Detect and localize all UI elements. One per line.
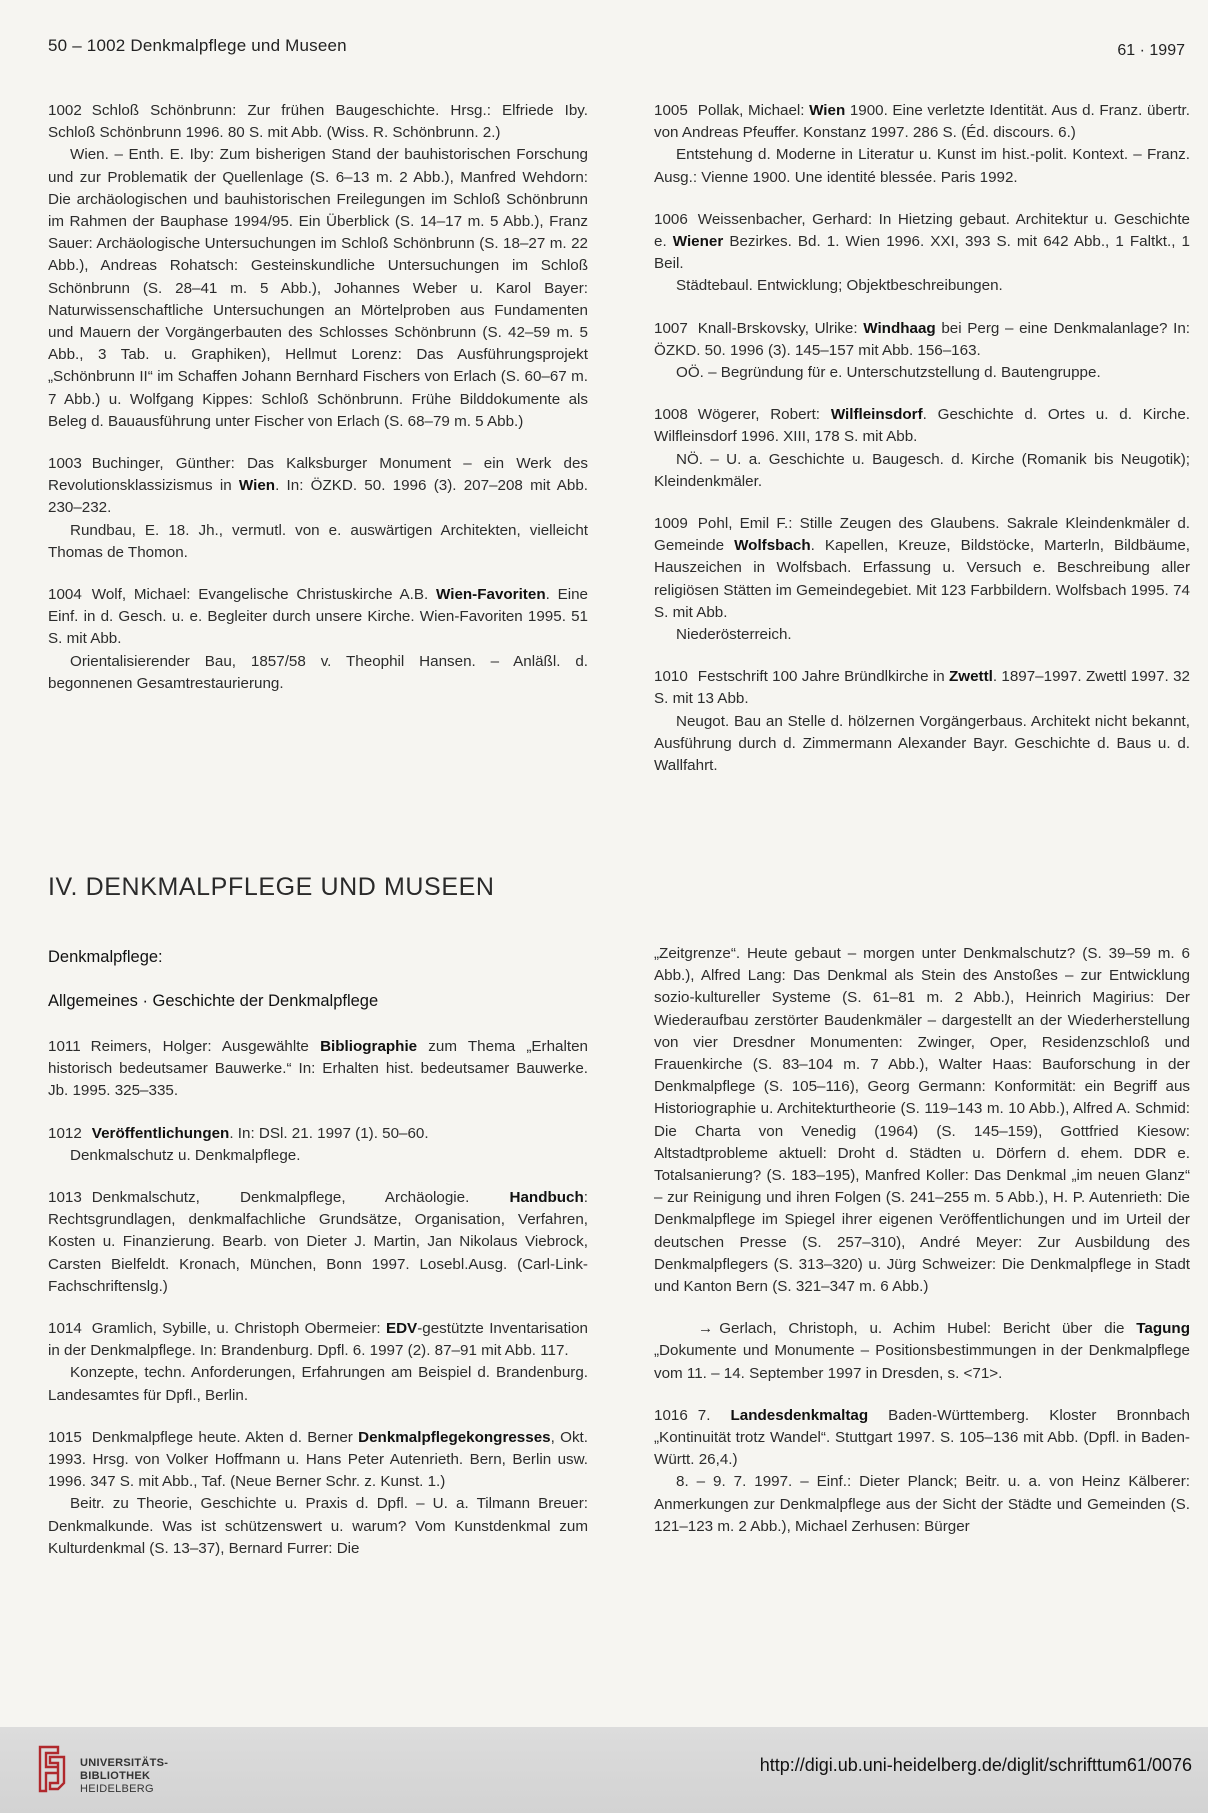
entry-citation-post: . Eine Einf. in d. Gesch. u. e. Begleiter durch unsere Kirche. Wien-Favoriten 1995. 51 S. mit Abb. (48, 586, 588, 648)
entry-citation-post: zum Thema „Erhalten historisch bedeutsamer Bauwerke.“ In: Erhalten hist. bedeutsamer Bauwerke. Jb. 1995. 325–335. (48, 1038, 588, 1100)
entry-number: 1013 (48, 1189, 82, 1207)
entry-citation-post: . In: ÖZKD. 50. 1996 (3). 207–208 mit Abb. 230–232. (48, 477, 588, 517)
entry-keyword: Wien (238, 477, 276, 495)
entry-1005 (654, 100, 1190, 189)
entry-number: 1005 (654, 102, 688, 119)
entry-number: 1014 (48, 1320, 82, 1338)
crossref-pre: Gerlach, Christoph, u. Achim Hubel: Bericht über die (719, 1320, 1137, 1338)
entry-keyword: Wilfleinsdorf (830, 406, 923, 424)
entry-1014 (48, 1318, 588, 1407)
entry-number: 1010 (654, 668, 688, 686)
entry-keyword: Wien (809, 102, 846, 119)
entry-keyword: Windhaag (863, 319, 936, 337)
entry-citation-pre: Weissenbacher, Gerhard: In Hietzing gebaut. Architektur u. Geschichte e. (654, 210, 1190, 251)
entry-citation-post: Baden-Württemberg. Kloster Bronnbach „Kontinuität trotz Wandel“. Stuttgart 1997. S. 105–136 mit Abb. (Dpfl. in Baden-Württ. 26,4.) (654, 1406, 1190, 1469)
entry-number: 1016 (654, 1406, 688, 1424)
entry-citation-pre: Denkmalpflege heute. Akten d. Berner (91, 1428, 359, 1446)
section-title: IV. DENKMALPFLEGE UND MUSEEN (48, 873, 495, 901)
entry-number: 1012 (48, 1124, 82, 1142)
entry-citation-pre: 7. (697, 1406, 731, 1424)
subheading-allgemeines: Allgemeines · Geschichte der Denkmalpflege (48, 992, 379, 1010)
entry-1004 (48, 584, 588, 695)
entry-1015-continuation (654, 943, 1190, 1298)
entry-citation-pre: Reimers, Holger: Ausgewählte (90, 1038, 321, 1055)
entry-keyword: Bibliographie (320, 1038, 418, 1055)
entry-number: 1002 (48, 102, 82, 119)
library-name-line3: HEIDELBERG (80, 1783, 154, 1795)
entry-number: 1007 (654, 319, 688, 337)
entry-annotation: Beitr. zu Theorie, Geschichte u. Praxis d. Dpfl. – U. a. Tilmann Breuer: Denkmalkunde. Was ist schützenswert u. warum? Vom Kunstdenkmal zum Kulturdenkmal (S. 13–37), Bernard Furrer: Die (48, 1495, 588, 1557)
entry-annotation: Entstehung d. Moderne in Literatur u. Kunst im hist.-polit. Kontext. – Franz. Ausg.: Vienne 1900. Une identité blessée. Paris 1992. (654, 146, 1190, 186)
entry-citation-pre: Pollak, Michael: (697, 102, 810, 119)
crossref-keyword: Tagung (1136, 1320, 1190, 1338)
entry-keyword: Landesdenkmaltag (730, 1406, 869, 1424)
cross-reference (654, 1318, 1190, 1385)
entry-number: 1015 (48, 1428, 82, 1446)
entry-keyword: Wiener (672, 233, 724, 251)
entry-annotation: Städtebaul. Entwicklung; Objektbeschreibungen. (676, 277, 1003, 295)
entry-annotation: Denkmalschutz u. Denkmalpflege. (70, 1146, 301, 1164)
entry-1009 (654, 513, 1190, 646)
entry-citation-post: . Geschichte d. Ortes u. d. Kirche. Wilfleinsdorf 1996. XIII, 178 S. mit Abb. (654, 406, 1190, 446)
entry-annotation: Wien. – Enth. E. Iby: Zum bisherigen Stand der bauhistorischen Forschung und zur Problematik der Quellenlage (S. 6–13 m. 2 Abb.), Manfred Wehdorn: Die archäologischen und bauhistorischen Freilegungen im Schloß Schönbrunn im Rahmen der Bauphase 1994/95. Ein Überblick (S. 14–17 m. 5 Abb.), Franz Sauer: Archäologische Untersuchungen im Schloß Schönbrunn (S. 18–27 m. 22 Abb.), Andreas Rohatsch: Gesteinskundliche Untersuchungen im Schloß Schönbrunn (S. 28–41 m. 5 Abb.), Johannes Weber u. Karol Bayer: Naturwissenschaftliche Untersuchungen an Mörtelproben aus Fundamenten und Mauern der Vorgängerbauten des Schlosses Schönbrunn (S. 42–59 m. 5 Abb., 3 Tab. u. Graphiken), Hellmut Lorenz: Das Ausführungsprojekt „Schönbrunn II“ im Schaffen Johann Bernhard Fischers von Erlach (S. 60–67 m. 7 Abb.) u. Wolfgang Kippes: Schloß Schönbrunn. Frühe Bilddokumente als Beleg d. Bauausführung unter Fischer von Erlach (S. 68–79 m. 5 Abb.) (48, 146, 588, 430)
entry-citation-pre: Buchinger, Günther: Das Kalksburger Monument – ein Werk des Revolutionsklassizismus in (48, 455, 588, 495)
continuation-text: „Zeitgrenze“. Heute gebaut – morgen unter Denkmalschutz? (S. 39–59 m. 6 Abb.), Alfred Lang: Das Denkmal als Stein des Anstoßes – zur Entwicklung sozio-kultureller Systeme (S. 61–81 m. 2 Abb.), Heinrich Magirius: Der Wiederaufbau zerstörter Baudenkmäler – dargestellt an der Wiederherstellung von vier Dresdner Monumenten: Zwinger, Oper, Residenzschloß und Frauenkirche (S. 83–104 m. 7 Abb.), Walter Haas: Bauforschung in der Denkmalpflege (S. 105–116), Georg Germann: Konformität: ein Begriff aus Historiographie u. Architekturtheorie (S. 119–143 m. 10 Abb.), Alfred A. Schmid: Die Charta von Venedig (1964) (S. 145–159), Gottfried Kiesow: Altstadtprobleme aktuell: Droht d. Städten u. Dörfern d. ehem. DDR e. Totalsanierung? (S. 183–195), Manfred Koller: Das Denkmal „im neuen Glanz“ – zur Reinigung und ihren Folgen (S. 241–255 m. 5 Abb.), H. P. Autenrieth: Die Denkmalpflege im Spiegel ihrer eigenen Veröffentlichungen und im Urteil der deutschen Presse (S. 257–310), André Meyer: Zur Ausbildung des Denkmalpflegers (S. 313–320) u. Jürg Schweizer: Die Denkmalpflege in Stadt und Kanton Bern (S. 321–347 m. 6 Abb.) (654, 945, 1190, 1296)
entry-keyword: EDV (385, 1320, 418, 1338)
entry-1008 (654, 404, 1190, 493)
entry-annotation: 8. – 9. 7. 1997. – Einf.: Dieter Planck; Beitr. u. a. von Heinz Kälberer: Anmerkungen zur Denkmalpflege aus der Sicht der Städte und Gemeinden (S. 121–123 m. 2 Abb.), Michael Zerhusen: Bürger (654, 1473, 1190, 1535)
entry-number: 1011 (48, 1038, 81, 1055)
entry-keyword: Wolfsbach (734, 537, 811, 555)
entry-number: 1004 (48, 586, 82, 604)
entry-1007 (654, 318, 1190, 385)
entry-citation-post: . Kapellen, Kreuze, Bildstöcke, Marterln, Bildbäume, Hauszeichen in Wolfsbach. Erfassung u. Versuch e. Beschreibung aller religiösen Stätten im Gemeindegebiet. Mit 123 Farbbildern. Wolfsbach 1995. 74 S. mit Abb. (654, 537, 1190, 621)
entry-citation-post: : Rechtsgrundlagen, denkmalfachliche Grundsätze, Organisation, Verfahren, Kosten u. Finanzierung. Bearb. von Dieter J. Martin, Jan Nikolaus Viebrock, Carsten Bielfeldt. Kronach, München, Bonn 1997. Losebl.Ausg. (Carl-Link-Fachschriftenslg.) (48, 1189, 588, 1295)
entry-1006 (654, 209, 1190, 298)
entry-1011 (48, 1036, 588, 1103)
entry-keyword: Handbuch (509, 1189, 584, 1207)
entry-annotation: Orientalisierender Bau, 1857/58 v. Theophil Hansen. – Anläßl. d. begonnenen Gesamtrestaurierung. (48, 652, 588, 692)
top-left-column (48, 100, 588, 715)
entry-1013 (48, 1187, 588, 1298)
entry-keyword: Zwettl (948, 668, 993, 686)
entry-citation-post: Bezirkes. Bd. 1. Wien 1996. XXI, 393 S. mit 642 Abb., 1 Faltkt., 1 Beil. (654, 233, 1190, 273)
footer-bar (0, 1727, 1208, 1813)
entry-citation-pre: Pohl, Emil F.: Stille Zeugen des Glaubens. Sakrale Kleindenkmäler d. Gemeinde (654, 515, 1190, 555)
library-name-line2: BIBLIOTHEK (80, 1770, 151, 1782)
entry-citation-post: bei Perg – eine Denkmalanlage? In: ÖZKD. 50. 1996 (3). 145–157 mit Abb. 156–163. (654, 319, 1190, 359)
library-logo-icon (30, 1743, 68, 1795)
entry-citation-post: . 1897–1997. Zwettl 1997. 32 S. mit 13 Abb. (654, 668, 1190, 708)
arrow-right-icon: → (698, 1320, 714, 1338)
entry-keyword: Denkmalpflegekongresses (358, 1428, 551, 1446)
entry-annotation: Niederösterreich. (676, 626, 792, 644)
entry-annotation: Konzepte, techn. Anforderungen, Erfahrungen am Beispiel d. Brandenburg. Landesamtes für Dpfl., Berlin. (48, 1364, 588, 1404)
entry-keyword: Veröffentlichungen (91, 1124, 230, 1142)
entry-annotation: Rundbau, E. 18. Jh., vermutl. von e. auswärtigen Architekten, vielleicht Thomas de Thomon. (48, 521, 588, 561)
crossref-post: „Dokumente und Monumente – Positionsbestimmungen in der Denkmalpflege vom 11. – 14. September 1997 in Dresden, s. <71>. (654, 1342, 1190, 1382)
entry-citation-pre: Knall-Brskovsky, Ulrike: (697, 319, 864, 337)
entry-citation-pre: Gramlich, Sybille, u. Christoph Obermeier: (91, 1320, 386, 1338)
entry-number: 1009 (654, 515, 688, 533)
entry-number: 1008 (654, 406, 688, 424)
entry-1012 (48, 1123, 588, 1167)
entry-number: 1003 (48, 455, 82, 473)
entry-citation-post: -gestützte Inventarisation in der Denkmalpflege. In: Brandenburg. Dpfl. 6. 1997 (2). 87–91 mit Abb. 117. (48, 1320, 588, 1360)
entry-citation-post: . In: DSl. 21. 1997 (1). 50–60. (229, 1124, 429, 1142)
library-name-line1: UNIVERSITÄTS- (80, 1757, 169, 1769)
entry-annotation: Neugot. Bau an Stelle d. hölzernen Vorgängerbaus. Architekt nicht bekannt, Ausführung durch d. Zimmermann Alexander Bayr. Geschichte d. Baus u. d. Wallfahrt. (654, 712, 1190, 775)
entry-annotation: NÖ. – U. a. Geschichte u. Baugesch. d. Kirche (Romanik bis Neugotik); Kleindenkmäler. (654, 450, 1190, 490)
entry-citation-pre: Festschrift 100 Jahre Bründlkirche in (697, 668, 949, 686)
entry-1010 (654, 666, 1190, 777)
entry-1015 (48, 1427, 588, 1560)
entry-citation-post: 1900. Eine verletzte Identität. Aus d. Franz. übertr. von Andreas Pfeuffer. Konstanz 1997. 286 S. (Éd. discours. 6.) (654, 102, 1190, 142)
entry-annotation: OÖ. – Begründung für e. Unterschutzstellung d. Bautengruppe. (676, 364, 1101, 382)
entry-citation-post: , Okt. 1993. Hrsg. von Volker Hoffmann u. Hans Peter Autenrieth. Bern, Berlin usw. 1996. 347 S. mit Abb., Taf. (Neue Berner Schr. z. Kunst. 1.) (48, 1428, 588, 1491)
entry-citation: Schloß Schönbrunn: Zur frühen Baugeschichte. Hrsg.: Elfriede Iby. Schloß Schönbrunn 1996. 80 S. mit Abb. (Wiss. R. Schönbrunn. 2.) (48, 102, 588, 142)
page-reference: 61 · 1997 (1117, 42, 1185, 59)
entry-citation-pre: Wolf, Michael: Evangelische Christuskirche A.B. (91, 586, 437, 604)
bottom-left-column (48, 1036, 588, 1580)
entry-citation-pre: Denkmalschutz, Denkmalpflege, Archäologie. (91, 1189, 510, 1207)
running-head: 50 – 1002 Denkmalpflege und Museen (48, 36, 347, 55)
entry-keyword: Wien-Favoriten (436, 586, 546, 604)
subheading-denkmalpflege: Denkmalpflege: (48, 948, 163, 966)
library-name (80, 1757, 168, 1796)
entry-number: 1006 (654, 210, 688, 228)
entry-1016 (654, 1405, 1190, 1538)
bottom-right-column (654, 943, 1190, 1558)
entry-1002 (48, 100, 588, 433)
library-logo[interactable] (30, 1743, 230, 1799)
page-header (48, 36, 1185, 60)
entry-citation-pre: Wögerer, Robert: (697, 406, 831, 424)
top-right-column (654, 100, 1190, 797)
entry-1003 (48, 453, 588, 564)
source-url-link[interactable]: http://digi.ub.uni-heidelberg.de/diglit/schrifttum61/0076 (759, 1755, 1192, 1775)
